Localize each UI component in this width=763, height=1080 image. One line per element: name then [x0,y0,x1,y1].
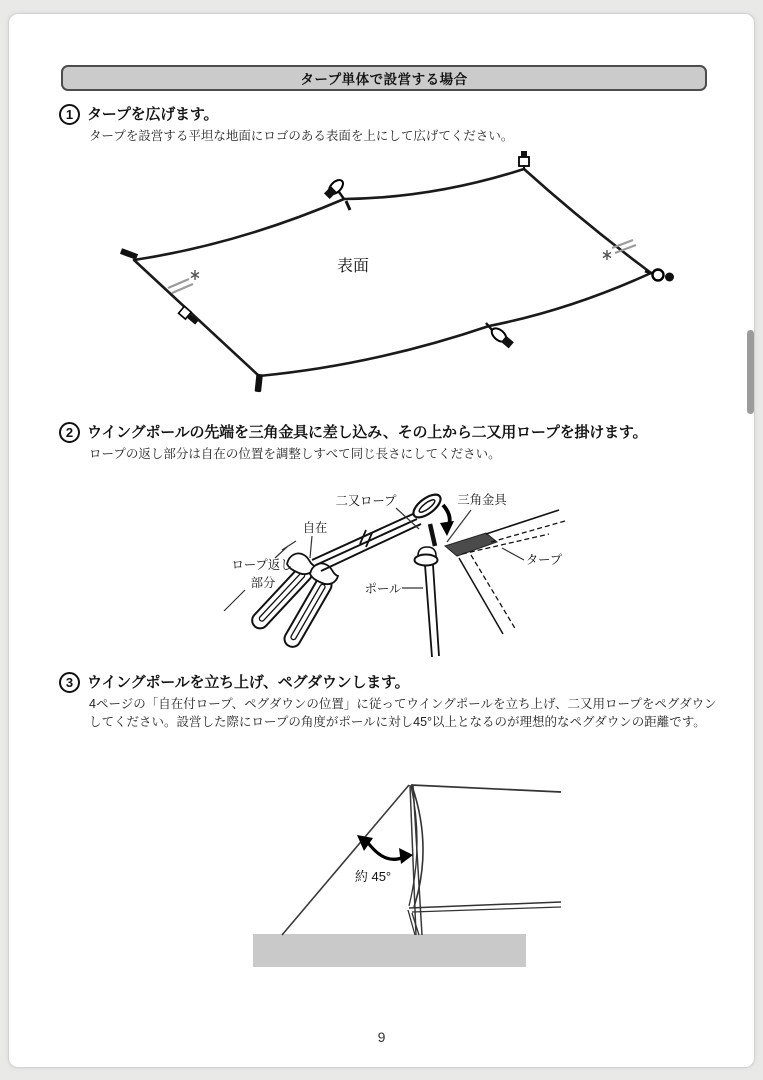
manual-page [8,13,755,1068]
tarp-side-view [408,785,561,935]
step3-number: 3 [65,675,74,690]
label-futamata-rope: 二又ロープ [335,494,397,508]
step3-number-badge [59,672,80,693]
step1-title: タープを広げます。 [87,106,219,123]
pole-spike [430,524,435,546]
section-header-title: タープ単体で設営する場合 [300,72,468,87]
rope-strands [312,514,421,571]
step2-number-badge [59,422,80,443]
insert-arrow [440,505,454,536]
tarp-fabric-lines [459,510,565,634]
step3-title: ウイングポールを立ち上げ、ペグダウンします。 [87,674,410,691]
step1-body: タープを設営する平坦な地面にロゴのある表面を上にして広げてください。 [89,129,514,143]
angle-arrow [357,835,413,864]
label-tarp: タープ [525,553,563,567]
pole-shaft [425,565,439,657]
corner-buckle-top-right [519,151,529,170]
label-rope-return-1: ロープ返し [231,558,293,572]
step2-title: ウイングポールの先端を三角金具に差し込み、その上から二又用ロープを掛けます。 [87,424,648,441]
rope-end-loop [410,490,445,521]
label-pole: ポール [364,582,402,596]
label-sankaku-kanagu: 三角金具 [457,493,507,507]
pole-collar [415,555,438,566]
step3-body: 4ページの「自在付ロープ、ペグダウンの位置」に従ってウイングポールを立ち上げ、二又用ロープをペグダウンしてください。設営した際にロープの角度がポールに対し45°以上となるのが理想的なペグダウンの距離です。 [89,697,717,729]
corner-ring-right [645,270,674,282]
corner-tab-bottom-left [255,374,263,393]
step1-number-badge [59,104,80,125]
edge-clip-bottom [486,323,514,349]
corner-tab-left [121,251,137,257]
scrollbar-thumb[interactable] [747,330,754,414]
pegdown-angle-illustration [236,759,566,974]
pole-and-rope-illustration [219,484,577,666]
step2-number: 2 [65,425,74,440]
tarp-outline [134,169,651,376]
angle-label: 約 45° [354,869,392,884]
label-rope-return-2: 部分 [250,576,276,590]
ground [253,934,526,967]
step2-body: ロープの返し部分は自在の位置を調整しすべて同じ長さにしてください。 [89,447,501,461]
tarp-spread-illustration [96,149,686,404]
section-header [61,65,707,91]
tarp-surface-label: 表面 [336,258,370,275]
label-jizai: 自在 [302,521,328,535]
step1-number: 1 [65,107,74,122]
rope-adjuster-2 [310,563,338,584]
page-number: 9 [377,1029,386,1045]
